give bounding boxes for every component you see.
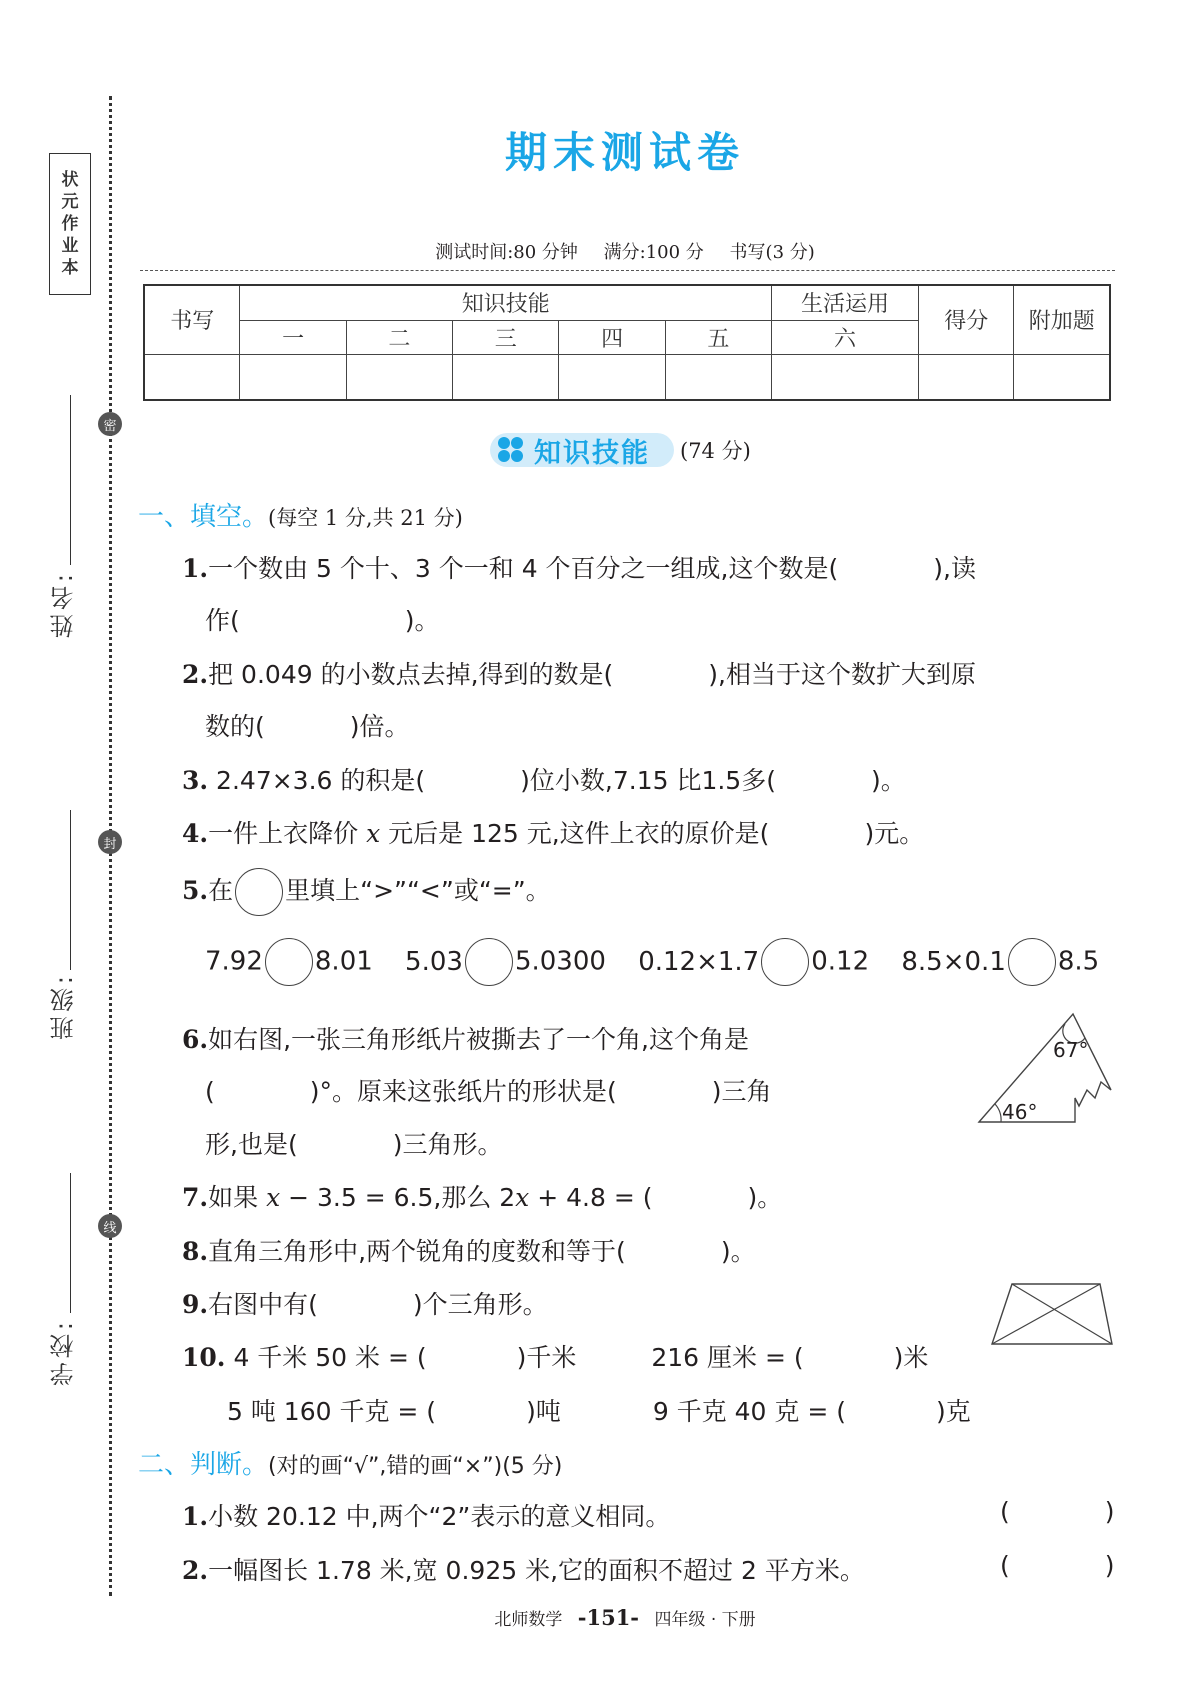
question-6: 6.如右图,一张三角形纸片被撕去了一个角,这个角是 bbox=[182, 1025, 750, 1054]
angle-label-top: 67° bbox=[1053, 1038, 1089, 1062]
part2-note: (对的画“√”,错的画“×”)(5 分) bbox=[268, 1454, 563, 1479]
part1-title: 一、填空。 bbox=[138, 502, 269, 532]
question-4: 4.一件上衣降价 x 元后是 125 元,这件上衣的原价是( )元。 bbox=[182, 819, 925, 848]
seal-mi-icon: 密 bbox=[98, 412, 122, 436]
exam-time: 测试时间:80 分钟 bbox=[435, 242, 578, 263]
group-knowledge: 知识技能 bbox=[240, 285, 772, 320]
class-field-line[interactable] bbox=[70, 810, 71, 970]
part2-title: 二、判断。 bbox=[138, 1450, 269, 1480]
score-cell-2[interactable] bbox=[346, 354, 452, 400]
score-cell-3[interactable] bbox=[453, 354, 559, 400]
subcol-2: 二 bbox=[346, 320, 452, 354]
torn-triangle-figure bbox=[975, 1010, 1115, 1130]
score-cell-bonus[interactable] bbox=[1014, 354, 1110, 400]
part2-heading bbox=[138, 1444, 562, 1481]
question-5: 5.在 里填上“>”“<”或“=”。 bbox=[182, 868, 551, 916]
judge-item-1: 1.小数 20.12 中,两个“2”表示的意义相同。 bbox=[182, 1502, 671, 1531]
compare-circle[interactable] bbox=[265, 938, 313, 986]
subcol-3: 三 bbox=[453, 320, 559, 354]
brand-char: 作 bbox=[61, 214, 79, 234]
section-badge bbox=[490, 433, 751, 467]
question-7: 7.如果 x − 3.5 = 6.5,那么 2x + 4.8 = ( )。 bbox=[182, 1183, 783, 1212]
score-cell-4[interactable] bbox=[559, 354, 665, 400]
subcol-5: 五 bbox=[665, 320, 771, 354]
seal-feng-icon: 封 bbox=[98, 830, 122, 854]
page-title: 期末测试卷 bbox=[504, 128, 745, 177]
col-writing: 书写 bbox=[144, 285, 240, 354]
judge-answer-1[interactable]: ( ) bbox=[1000, 1497, 1115, 1526]
question-1-cont: 作( )。 bbox=[205, 606, 440, 635]
compare-circle[interactable] bbox=[761, 938, 809, 986]
class-field-label: 班级: bbox=[50, 972, 78, 1041]
score-cell-writing[interactable] bbox=[144, 354, 240, 400]
exam-writing-score: 书写(3 分) bbox=[729, 242, 815, 263]
question-6-cont2: 形,也是( )三角形。 bbox=[205, 1130, 503, 1159]
name-field-line[interactable] bbox=[70, 395, 71, 565]
question-10: 10. 4 千米 50 米 = ( )千米 216 厘米 = ( )米 bbox=[182, 1343, 929, 1372]
question-2: 2.把 0.049 的小数点去掉,得到的数是( ),相当于这个数扩大到原 bbox=[182, 660, 976, 689]
school-field-line[interactable] bbox=[70, 1173, 71, 1313]
school-field-label: 学校: bbox=[50, 1318, 78, 1387]
col-bonus: 附加题 bbox=[1014, 285, 1110, 354]
brand-char: 状 bbox=[61, 170, 79, 190]
header-divider bbox=[140, 270, 1115, 271]
clover-icon bbox=[498, 437, 524, 463]
question-5-items: 7.92 8.01 5.03 5.0300 0.12×1.7 0.12 8.5×0.1 8.5 bbox=[205, 938, 1099, 986]
footer-subject: 北师数学 bbox=[494, 1610, 563, 1630]
part1-note: (每空 1 分,共 21 分) bbox=[268, 506, 463, 530]
subcol-1: 一 bbox=[240, 320, 346, 354]
compare-circle[interactable] bbox=[465, 938, 513, 986]
name-field-label: 姓名: bbox=[50, 570, 78, 639]
subcol-6: 六 bbox=[772, 320, 919, 354]
trapezoid-figure bbox=[990, 1282, 1114, 1348]
page-footer bbox=[0, 1605, 1191, 1630]
col-total: 得分 bbox=[919, 285, 1014, 354]
part1-heading bbox=[138, 496, 463, 533]
question-9: 9.右图中有( )个三角形。 bbox=[182, 1290, 548, 1319]
brand-char: 元 bbox=[61, 192, 79, 212]
question-8: 8.直角三角形中,两个锐角的度数和等于( )。 bbox=[182, 1237, 756, 1266]
exam-full-score: 满分:100 分 bbox=[603, 242, 704, 263]
question-3: 3. 2.47×3.6 的积是( )位小数,7.15 比1.5多( )。 bbox=[182, 766, 906, 795]
brand-char: 业 bbox=[61, 236, 79, 256]
seal-xian-icon: 线 bbox=[98, 1214, 122, 1238]
score-table bbox=[143, 284, 1111, 401]
question-10-cont: 5 吨 160 千克 = ( )吨 9 千克 40 克 = ( )克 bbox=[227, 1397, 971, 1426]
judge-answer-2[interactable]: ( ) bbox=[1000, 1551, 1115, 1580]
section-badge-title: 知识技能 bbox=[534, 437, 650, 469]
compare-circle-icon bbox=[235, 868, 283, 916]
question-6-cont: ( )°。原来这张纸片的形状是( )三角 bbox=[205, 1077, 772, 1106]
score-cell-6[interactable] bbox=[772, 354, 919, 400]
group-life: 生活运用 bbox=[772, 285, 919, 320]
brand-char: 本 bbox=[61, 258, 79, 278]
score-cell-5[interactable] bbox=[665, 354, 771, 400]
judge-item-2: 2.一幅图长 1.78 米,宽 0.925 米,它的面积不超过 2 平方米。 bbox=[182, 1556, 865, 1585]
compare-circle[interactable] bbox=[1008, 938, 1056, 986]
score-cell-total[interactable] bbox=[919, 354, 1014, 400]
exam-meta bbox=[0, 238, 1191, 264]
question-1: 1.一个数由 5 个十、3 个一和 4 个百分之一组成,这个数是( ),读 bbox=[182, 554, 976, 583]
section-badge-score: (74 分) bbox=[680, 439, 751, 463]
angle-label-left: 46° bbox=[1002, 1100, 1038, 1124]
question-2-cont: 数的( )倍。 bbox=[205, 712, 410, 741]
subcol-4: 四 bbox=[559, 320, 665, 354]
page-number: -151- bbox=[577, 1605, 640, 1630]
footer-grade: 四年级 · 下册 bbox=[654, 1610, 756, 1630]
score-cell-1[interactable] bbox=[240, 354, 346, 400]
